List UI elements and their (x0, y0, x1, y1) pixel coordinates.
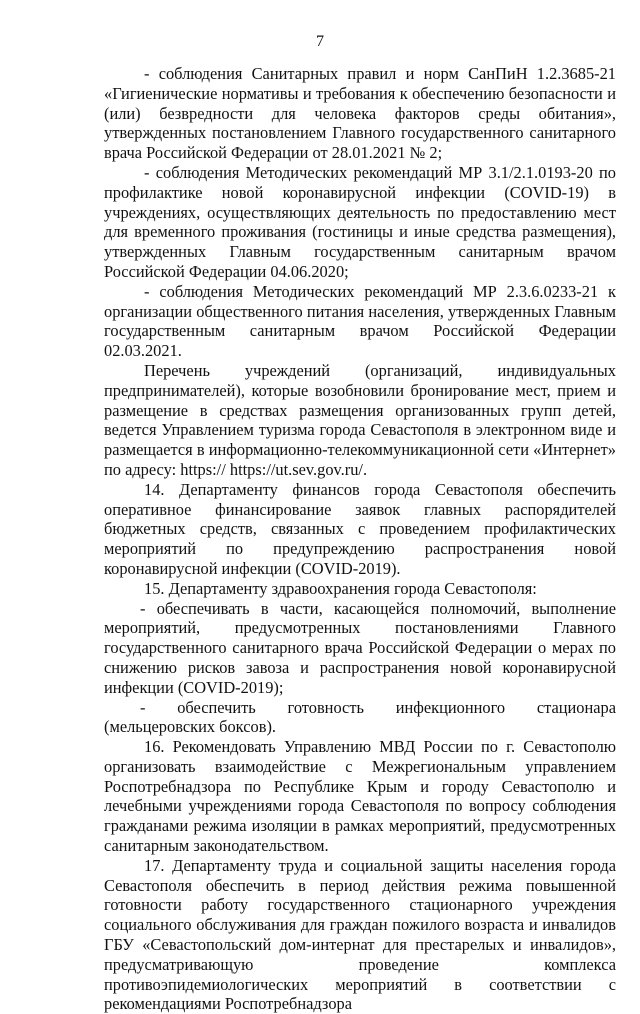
paragraph-mr-covid-hotels: - соблюдения Методических рекомендаций МР 3.1/2.1.0193-20 по профилактике новой коронавирусной инфекции (COVID-19) в учреждениях, осуществляющих деятельность по предоставлению мест для временного проживания (гостиницы и иные средства размещения), утвержденных Главным государственным санитарным врачом Российской Федерации 04.06.2020; (104, 162, 616, 281)
paragraph-item-15-readiness: - обеспечить готовность инфекционного стационара (мельцеровских боксов). (104, 697, 616, 737)
paragraph-item-17: 17. Департаменту труда и социальной защиты населения города Севастополя обеспечить в период действия режима повышенной готовности работу государственного стационарного учреждения социального обслуживания для граждан пожилого возраста и инвалидов ГБУ «Севастопольский дом-интернат для престарелых и инвалидов», предусматривающую проведение комплекса противоэпидемиологических мероприятий в соответствии с рекомендациями Роспотребнадзора (104, 855, 616, 1014)
page-number: 7 (316, 33, 324, 50)
paragraph-item-15: 15. Департаменту здравоохранения города Севастополя: (144, 578, 537, 598)
document-body (104, 64, 616, 1014)
paragraph-item-14: 14. Департаменту финансов города Севастополя обеспечить оперативное финансирование заявок главных распорядителей бюджетных средств, связанных с проведением профилактических мероприятий по предупреждению распространения новой коронавирусной инфекции (COVID-2019). (104, 479, 616, 578)
paragraph-item-15-measures: - обеспечивать в части, касающейся полномочий, выполнение мероприятий, предусмотренных постановлениями Главного государственного санитарного врача Российской Федерации о мерах по снижению рисков завоза и распространения новой коронавирусной инфекции (COVID-2019); (104, 598, 616, 697)
paragraph-item-16: 16. Рекомендовать Управлению МВД России по г. Севастополю организовать взаимодействие с Межрегиональным управлением Роспотребнадзора по Республике Крым и городу Севастополю и лечебными учреждениями города Севастополя по вопросу соблюдения гражданами режима изоляции в рамках мероприятий, предусмотренных санитарным законодательством. (104, 737, 616, 856)
paragraph-registry: Перечень учреждений (организаций, индивидуальных предпринимателей), которые возобновили бронирование мест, прием и размещение в средствах размещения организованных групп детей, ведется Управлением туризма города Севастополя в электронном виде и размещается в информационно-телекоммуникационной сети «Интернет» по адресу: https:// https://ut.sev.gov.ru/. (104, 360, 616, 479)
paragraph-sanpin: - соблюдения Санитарных правил и норм СанПиН 1.2.3685-21 «Гигиенические нормативы и требования к обеспечению безопасности и (или) безвредности для человека факторов среды обитания», утвержденных постановлением Главного государственного санитарного врача Российской Федерации от 28.01.2021 № 2; (104, 64, 616, 163)
paragraph-mr-catering: - соблюдения Методических рекомендаций МР 2.3.6.0233-21 к организации общественного питания населения, утвержденных Главным государственным санитарным врачом Российской Федерации 02.03.2021. (104, 281, 616, 361)
